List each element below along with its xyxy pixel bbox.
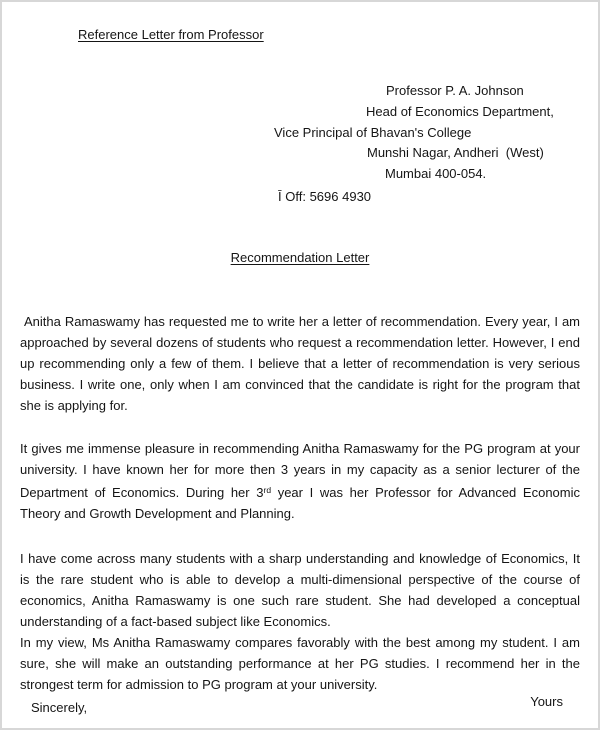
sender-role-2: Vice Principal of Bhavan's College bbox=[274, 124, 472, 140]
letter-heading-text: Recommendation Letter bbox=[230, 250, 370, 265]
closing-sincerely: Sincerely, bbox=[31, 700, 88, 715]
closing-yours: Yours bbox=[530, 694, 563, 709]
phone-icon: Ī bbox=[278, 188, 282, 204]
letter-body bbox=[20, 311, 580, 695]
letter-heading bbox=[2, 249, 598, 266]
paragraph-endorsement: In my view, Ms Anitha Ramaswamy compares favorably with the best among my student. I am sure, she will make an outstanding performance at her PG studies. I recommend her in the strongest term for admission to PG program at your university. bbox=[20, 635, 580, 692]
sender-street: Munshi Nagar, Andheri (West) bbox=[367, 145, 544, 161]
paragraph-qualities: I have come across many students with a sharp understanding and knowledge of Economics, It is the rare student who is able to develop a multi-dimensional perspective of the course of economics, Anitha Ramaswamy is one such rare student. She had developed a conceptual understanding of a fact-based subject like Economics. bbox=[20, 551, 580, 629]
ordinal-superscript: rd bbox=[263, 485, 272, 495]
sender-city: Mumbai 400-054. bbox=[385, 166, 487, 182]
document-title: Reference Letter from Professor bbox=[78, 27, 264, 42]
paragraph-recommendation-text-end: year I was her Professor for Advanced Economic Theory and Growth Development and Planning. bbox=[20, 485, 581, 521]
phone-number-text: Off: 5696 4930 bbox=[285, 188, 372, 204]
paragraph-intro: Anitha Ramaswamy has requested me to write her a letter of recommendation. Every year, I am approached by several dozens of students who request a recommendation letter. However, I end up recommending only a few of them. I believe that a letter of recommendation is very serious business. I write one, only when I am convinced that the candidate is right for the program that she is applying for. bbox=[20, 314, 580, 413]
paragraph-recommendation bbox=[20, 438, 580, 524]
sender-address-block bbox=[2, 81, 598, 208]
paragraph-recommendation-text: It gives me immense pleasure in recommending Anitha Ramaswamy for the PG program at your university. I have known her for more then 3 years in my capacity as a senior lecturer of the Department of Economics. During her 3 bbox=[20, 441, 580, 500]
sender-phone-line bbox=[2, 187, 598, 208]
sender-name: Professor P. A. Johnson bbox=[386, 83, 524, 98]
sender-role-1: Head of Economics Department, bbox=[366, 103, 554, 119]
